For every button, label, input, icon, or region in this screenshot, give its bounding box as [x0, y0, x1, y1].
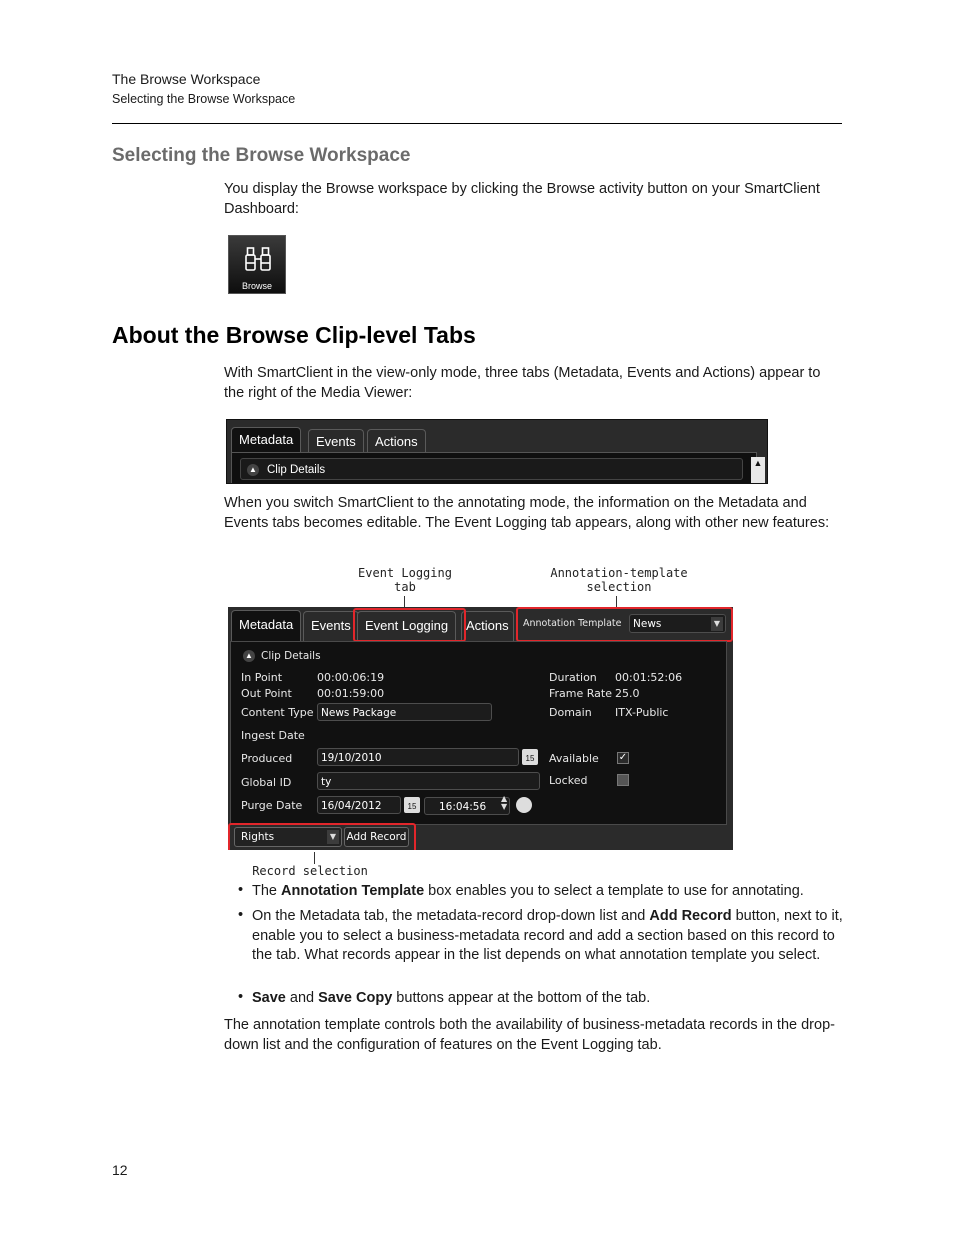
add-record-button[interactable]: Add Record: [344, 827, 409, 847]
frame-rate-value: 25.0: [615, 687, 640, 700]
intro-paragraph: You display the Browse workspace by clicking the Browse activity button on your SmartClient Dashboard:: [224, 181, 820, 217]
bullet-bold-text: Add Record: [649, 908, 732, 924]
callout-event-logging: Event Logging tab: [358, 566, 452, 594]
tab-event-logging[interactable]: Event Logging: [357, 611, 456, 641]
time-spinner-icon[interactable]: ▲ ▼: [501, 794, 508, 811]
section-heading-about-tabs: About the Browse Clip-level Tabs: [112, 322, 476, 348]
highlight-event-logging: [353, 608, 466, 642]
tab-actions[interactable]: Actions: [461, 611, 514, 641]
highlight-annotation-template: [516, 607, 733, 642]
metadata-panel: [230, 641, 727, 825]
locked-label: Locked: [549, 774, 588, 787]
bullet-text: box enables you to select a template to use for annotating.: [424, 883, 804, 899]
global-id-label: Global ID: [241, 776, 292, 789]
global-id-field[interactable]: ty: [317, 772, 540, 790]
calendar-icon[interactable]: 15: [522, 749, 538, 765]
dropdown-arrow-icon: ▼: [711, 617, 723, 631]
bullet-text: The: [252, 883, 282, 899]
duration-label: Duration: [549, 671, 597, 684]
frame-rate-label: Frame Rate: [549, 687, 612, 700]
bullet-bold-text: Save Copy: [318, 990, 393, 1006]
bullet-bold-text: Save: [252, 990, 286, 1006]
clip-details-header[interactable]: [240, 458, 743, 480]
bullet-marker: •: [238, 907, 244, 923]
bullet-marker: •: [238, 989, 244, 1005]
dropdown-arrow-icon: ▼: [327, 830, 339, 844]
chevron-up-icon: ▲: [247, 464, 259, 476]
browse-activity-button[interactable]: [228, 235, 286, 294]
bullet-text: button, next to it, enable you to select a business-metadata record and add a section based on this record to the tab. What records appear in the list depends on what annotation template you select.: [252, 908, 843, 963]
in-point-value: 00:00:06:19: [317, 671, 385, 684]
domain-value: ITX-Public: [615, 706, 669, 719]
clock-icon[interactable]: [516, 797, 532, 813]
bullet-text: buttons appear at the bottom of the tab.: [392, 990, 651, 1006]
purge-time-field[interactable]: 16:04:56: [424, 797, 510, 815]
duration-value: 00:01:52:06: [615, 671, 683, 684]
out-point-label: Out Point: [241, 687, 292, 700]
callout-annotation-template: Annotation-template selection: [550, 566, 688, 594]
browse-button-label: Browse: [241, 281, 272, 291]
out-point-value: 00:01:59:00: [317, 687, 385, 700]
clip-details-label: Clip Details: [267, 464, 326, 476]
callout-record-selection: Record selection: [252, 864, 368, 878]
tab-events[interactable]: Events: [308, 429, 364, 453]
purge-date-label: Purge Date: [241, 799, 303, 812]
binoculars-icon: [243, 245, 273, 275]
section-heading-selecting: Selecting the Browse Workspace: [112, 145, 411, 166]
bullet-text: On the Metadata tab, the metadata-record drop-down list and: [252, 908, 650, 924]
chevron-up-icon: ▲: [243, 650, 255, 662]
bullet-bold-text: Annotation Template: [281, 883, 425, 899]
tab-actions[interactable]: Actions: [367, 429, 426, 453]
running-header-chapter: The Browse Workspace: [112, 71, 261, 87]
view-only-paragraph: With SmartClient in the view-only mode, three tabs (Metadata, Events and Actions) appear to the right of the Media Viewer:: [224, 365, 821, 401]
highlight-record-selection: [228, 823, 416, 850]
bullet-add-record: [252, 907, 844, 966]
tab-metadata[interactable]: Metadata: [231, 610, 301, 642]
bullet-text: and: [285, 990, 319, 1006]
tab-events[interactable]: Events: [303, 611, 359, 641]
content-type-label: Content Type: [241, 706, 314, 719]
annotating-mode-screenshot: [228, 607, 733, 850]
scroll-up-icon: ▲: [753, 458, 763, 468]
ingest-date-label: Ingest Date: [241, 729, 305, 742]
record-select-value: Rights: [241, 831, 275, 843]
view-only-tabs-screenshot: [226, 419, 768, 484]
closing-paragraph: The annotation template controls both the availability of business-metadata records in the drop-down list and the configuration of features on the Event Logging tab.: [224, 1017, 835, 1053]
content-type-field[interactable]: News Package: [317, 703, 492, 721]
domain-label: Domain: [549, 706, 592, 719]
calendar-icon[interactable]: 15: [404, 797, 420, 813]
page-number: 12: [112, 1162, 128, 1178]
metadata-panel: [231, 452, 757, 484]
clip-details-label: Clip Details: [261, 650, 321, 662]
bullet-annotation-template: [252, 882, 844, 902]
purge-date-field[interactable]: 16/04/2012: [317, 796, 401, 814]
bullet-save: [252, 989, 844, 1009]
available-label: Available: [549, 752, 599, 765]
annotation-template-value: News: [633, 618, 662, 630]
tab-metadata[interactable]: Metadata: [231, 427, 301, 454]
produced-date-field[interactable]: 19/10/2010: [317, 748, 519, 766]
scrollbar[interactable]: [751, 457, 765, 483]
produced-label: Produced: [241, 752, 293, 765]
in-point-label: In Point: [241, 671, 283, 684]
header-rule: [112, 123, 842, 124]
locked-checkbox[interactable]: [617, 774, 629, 786]
running-header-section: Selecting the Browse Workspace: [112, 92, 296, 106]
callout-line: [314, 852, 315, 864]
bullet-marker: •: [238, 882, 244, 898]
annotation-template-label: Annotation Template: [523, 618, 622, 629]
annotating-mode-paragraph: When you switch SmartClient to the annotating mode, the information on the Metadata and Events tabs becomes editable. The Event Logging tab appears, along with other new features:: [224, 495, 830, 531]
available-checkbox[interactable]: ✓: [618, 752, 628, 763]
